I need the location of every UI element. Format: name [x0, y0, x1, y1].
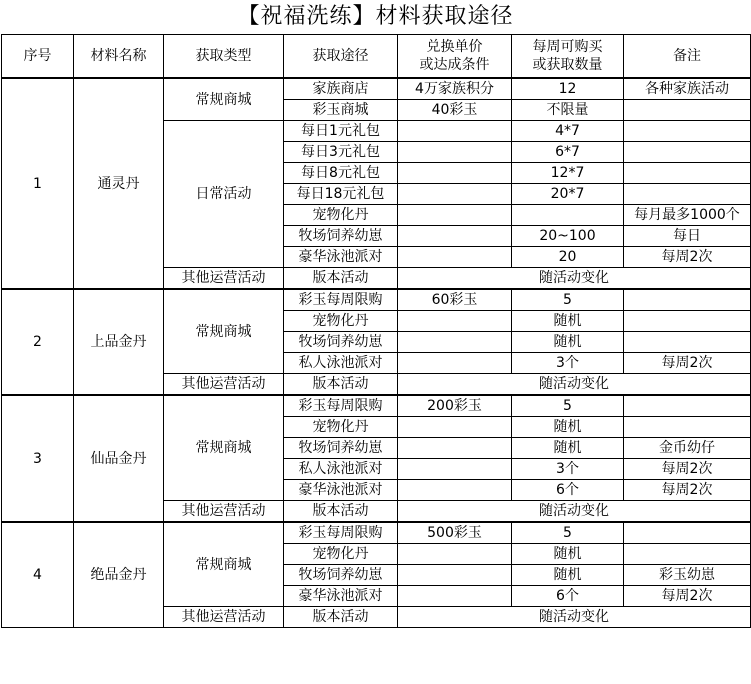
cell-acquire-type: 其他运营活动	[164, 268, 284, 290]
cell-acquire-type: 其他运营活动	[164, 374, 284, 396]
cell-acquire-type: 其他运营活动	[164, 607, 284, 628]
cell-note	[624, 522, 751, 544]
cell-acquire-type: 其他运营活动	[164, 501, 284, 523]
cell-route: 牧场饲养幼崽	[284, 438, 398, 459]
cell-qty: 20*7	[512, 184, 624, 205]
cell-note	[624, 184, 751, 205]
cell-route: 宠物化丹	[284, 311, 398, 332]
cell-acquire-type: 日常活动	[164, 121, 284, 268]
cell-qty: 3个	[512, 353, 624, 374]
cell-route: 版本活动	[284, 501, 398, 523]
header-row	[2, 35, 751, 79]
cell-qty: 20~100	[512, 226, 624, 247]
cell-qty: 4*7	[512, 121, 624, 142]
cell-note	[624, 100, 751, 121]
cell-route: 私人泳池派对	[284, 459, 398, 480]
header-qty	[512, 35, 624, 79]
cell-note: 每周2次	[624, 353, 751, 374]
cell-route: 豪华泳池派对	[284, 586, 398, 607]
cell-material-name: 绝品金丹	[74, 522, 164, 628]
header-price-line2: 或达成条件	[419, 57, 490, 73]
cell-price	[398, 586, 512, 607]
cell-qty: 5	[512, 395, 624, 417]
table-row	[2, 522, 751, 544]
cell-qty: 12*7	[512, 163, 624, 184]
cell-route: 牧场饲养幼崽	[284, 226, 398, 247]
header-price	[398, 35, 512, 79]
cell-route: 宠物化丹	[284, 417, 398, 438]
cell-price	[398, 459, 512, 480]
cell-route: 豪华泳池派对	[284, 247, 398, 268]
cell-qty: 随机	[512, 332, 624, 353]
cell-qty: 随机	[512, 438, 624, 459]
cell-note	[624, 163, 751, 184]
cell-acquire-type: 常规商城	[164, 522, 284, 607]
cell-price	[398, 417, 512, 438]
cell-qty: 20	[512, 247, 624, 268]
cell-route: 豪华泳池派对	[284, 480, 398, 501]
cell-route: 牧场饲养幼崽	[284, 565, 398, 586]
header-qty-line1: 每周可购买	[532, 39, 603, 55]
cell-qty: 随机	[512, 311, 624, 332]
header-name: 材料名称	[74, 35, 164, 79]
cell-price	[398, 163, 512, 184]
cell-material-name: 仙品金丹	[74, 395, 164, 522]
cell-note: 每周2次	[624, 459, 751, 480]
cell-price	[398, 205, 512, 226]
cell-qty: 随活动变化	[398, 607, 751, 628]
cell-qty: 随活动变化	[398, 501, 751, 523]
cell-qty: 不限量	[512, 100, 624, 121]
header-note: 备注	[624, 35, 751, 79]
cell-qty: 3个	[512, 459, 624, 480]
cell-route: 宠物化丹	[284, 205, 398, 226]
cell-price: 200彩玉	[398, 395, 512, 417]
cell-note	[624, 332, 751, 353]
cell-price	[398, 480, 512, 501]
cell-note: 彩玉幼崽	[624, 565, 751, 586]
cell-no: 2	[2, 289, 74, 395]
cell-price	[398, 247, 512, 268]
cell-price: 4万家族积分	[398, 78, 512, 100]
cell-note	[624, 544, 751, 565]
cell-qty: 随机	[512, 417, 624, 438]
cell-material-name: 通灵丹	[74, 78, 164, 289]
cell-note	[624, 395, 751, 417]
cell-price: 60彩玉	[398, 289, 512, 311]
cell-price	[398, 565, 512, 586]
cell-price	[398, 332, 512, 353]
cell-route: 每日3元礼包	[284, 142, 398, 163]
cell-note: 每周2次	[624, 586, 751, 607]
table-row	[2, 289, 751, 311]
cell-material-name: 上品金丹	[74, 289, 164, 395]
cell-price: 40彩玉	[398, 100, 512, 121]
cell-route: 彩玉每周限购	[284, 522, 398, 544]
cell-qty: 随活动变化	[398, 374, 751, 396]
table-row	[2, 395, 751, 417]
page-title: 【祝福洗练】材料获取途径	[237, 4, 514, 29]
cell-no: 4	[2, 522, 74, 628]
cell-note	[624, 121, 751, 142]
header-route: 获取途径	[284, 35, 398, 79]
cell-qty: 6个	[512, 586, 624, 607]
cell-route: 彩玉每周限购	[284, 289, 398, 311]
cell-price	[398, 142, 512, 163]
cell-route: 每日1元礼包	[284, 121, 398, 142]
cell-route: 私人泳池派对	[284, 353, 398, 374]
cell-qty: 随活动变化	[398, 268, 751, 290]
cell-route: 每日8元礼包	[284, 163, 398, 184]
cell-price	[398, 438, 512, 459]
table-row	[2, 78, 751, 100]
cell-note	[624, 417, 751, 438]
header-price-line1: 兑换单价	[426, 39, 483, 55]
cell-note: 金币幼仔	[624, 438, 751, 459]
cell-price	[398, 311, 512, 332]
cell-qty	[512, 205, 624, 226]
cell-route: 每日18元礼包	[284, 184, 398, 205]
cell-no: 1	[2, 78, 74, 289]
cell-acquire-type: 常规商城	[164, 78, 284, 121]
header-qty-line2: 或获取数量	[532, 57, 603, 73]
cell-route: 牧场饲养幼崽	[284, 332, 398, 353]
cell-note: 每月最多1000个	[624, 205, 751, 226]
cell-route: 版本活动	[284, 374, 398, 396]
cell-note	[624, 311, 751, 332]
cell-note: 每日	[624, 226, 751, 247]
cell-route: 版本活动	[284, 268, 398, 290]
cell-route: 彩玉商城	[284, 100, 398, 121]
cell-note	[624, 142, 751, 163]
cell-qty: 6个	[512, 480, 624, 501]
cell-acquire-type: 常规商城	[164, 395, 284, 501]
cell-qty: 5	[512, 289, 624, 311]
cell-price	[398, 353, 512, 374]
cell-price	[398, 226, 512, 247]
cell-route: 彩玉每周限购	[284, 395, 398, 417]
cell-price	[398, 184, 512, 205]
header-type: 获取类型	[164, 35, 284, 79]
cell-route: 宠物化丹	[284, 544, 398, 565]
cell-no: 3	[2, 395, 74, 522]
cell-qty: 6*7	[512, 142, 624, 163]
cell-price: 500彩玉	[398, 522, 512, 544]
cell-acquire-type: 常规商城	[164, 289, 284, 374]
cell-qty: 5	[512, 522, 624, 544]
materials-table	[1, 34, 751, 628]
cell-qty: 随机	[512, 565, 624, 586]
cell-qty: 12	[512, 78, 624, 100]
cell-note: 每周2次	[624, 247, 751, 268]
cell-note: 各种家族活动	[624, 78, 751, 100]
cell-route: 家族商店	[284, 78, 398, 100]
cell-route: 版本活动	[284, 607, 398, 628]
cell-price	[398, 544, 512, 565]
cell-price	[398, 121, 512, 142]
cell-qty: 随机	[512, 544, 624, 565]
cell-note: 每周2次	[624, 480, 751, 501]
header-no: 序号	[2, 35, 74, 79]
cell-note	[624, 289, 751, 311]
